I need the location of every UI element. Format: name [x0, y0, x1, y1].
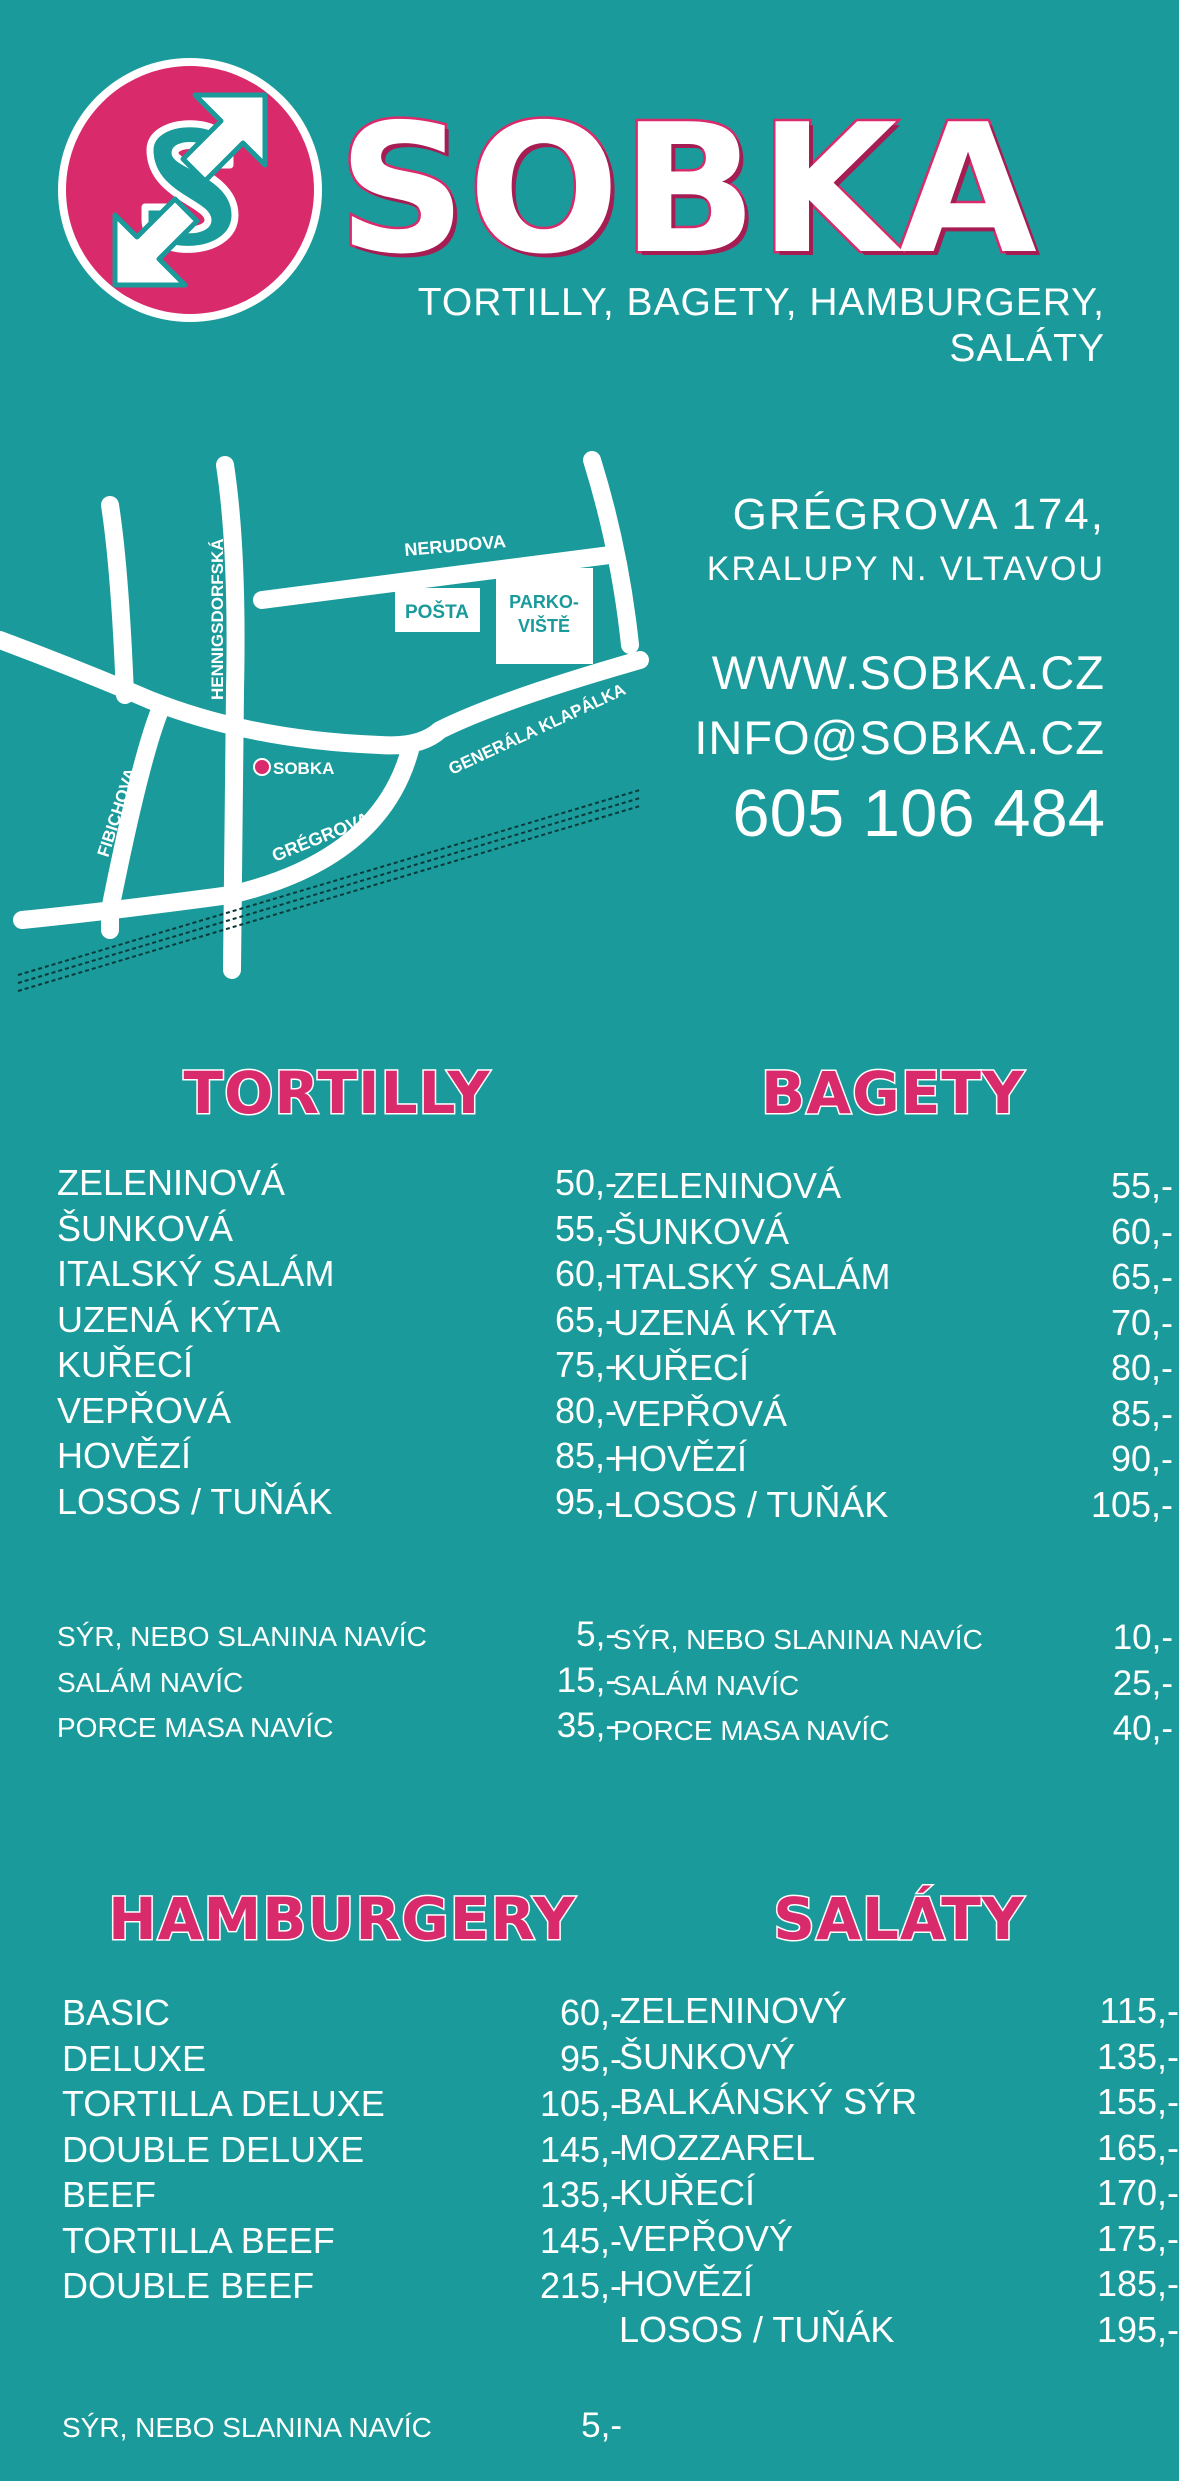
street-label-generala-klapalka: GENERÁLA KLAPÁLKA	[445, 679, 629, 779]
menu-item-price: 80,-	[554, 1389, 617, 1431]
sobka-logo-icon	[55, 55, 325, 325]
menu-item-name: UZENÁ KÝTA	[57, 1298, 281, 1340]
menu-item-row	[57, 1206, 617, 1252]
menu-item-price: 185,-	[1096, 2263, 1179, 2304]
menu-item-price: 165,-	[1096, 2126, 1179, 2168]
menu-item-row	[57, 1388, 617, 1434]
extras-list-tortilly	[57, 1612, 617, 1749]
section-title-bagety: BAGETY	[761, 1059, 1025, 1127]
menu-item-price: 95,-	[559, 2037, 622, 2079]
menu-item-row	[619, 2170, 1179, 2216]
menu-item-name: BASIC	[62, 1992, 171, 2033]
menu-item-name: VEPŘOVÁ	[613, 1392, 788, 1434]
section-title-hamburgery: HAMBURGERY	[108, 1885, 576, 1953]
menu-item-row	[62, 2403, 622, 2449]
menu-item-price: 95,-	[554, 1480, 617, 1522]
sobka-logo-icon	[254, 759, 270, 775]
menu-item-price: 85,-	[554, 1435, 617, 1476]
parking-label-line2: VIŠTĚ	[517, 616, 571, 636]
menu-item-price: 60,-	[559, 1992, 622, 2033]
menu-item-name: KUŘECÍ	[619, 2172, 756, 2213]
menu-item-price: 55,-	[1110, 1165, 1173, 1206]
location-map	[0, 430, 660, 1030]
menu-item-name: SALÁM NAVÍC	[613, 1669, 800, 1701]
menu-item-row	[619, 2034, 1179, 2080]
item-list-hamburgery	[62, 1990, 622, 2309]
menu-item-row	[613, 1345, 1173, 1391]
menu-item-name: LOSOS / TUŇÁK	[57, 1480, 333, 1522]
menu-item-price: 75,-	[554, 1344, 617, 1385]
menu-item-row	[613, 1300, 1173, 1346]
menu-item-name: SÝR, NEBO SLANINA NAVÍC	[62, 2412, 432, 2443]
menu-item-row	[57, 1251, 617, 1297]
menu-item-name: LOSOS / TUŇÁK	[619, 2308, 895, 2350]
street-label-gregrova: GRÉGROVA	[269, 808, 373, 866]
menu-item-name: DOUBLE DELUXE	[62, 2128, 365, 2170]
menu-item-price: 65,-	[554, 1298, 617, 1340]
menu-item-row	[613, 1436, 1173, 1482]
menu-item-price: 5,-	[576, 1615, 617, 1654]
menu-item-row	[613, 1391, 1173, 1437]
item-list-tortilly	[57, 1160, 617, 1524]
menu-item-price: 105,-	[1090, 1483, 1173, 1525]
menu-item-name: ITALSKÝ SALÁM	[57, 1253, 335, 1294]
menu-item-name: HOVĚZÍ	[613, 1438, 748, 1479]
menu-item-name: ZELENINOVÝ	[619, 1990, 848, 2031]
menu-item-price: 60,-	[1110, 1210, 1173, 1252]
menu-item-name: LOSOS / TUŇÁK	[613, 1483, 889, 1525]
menu-item-name: MOZZAREL	[619, 2126, 816, 2168]
item-list-salaty	[619, 1988, 1179, 2352]
menu-item-row	[57, 1160, 617, 1206]
phone-number[interactable]: 605 106 484	[732, 776, 1105, 851]
website-link[interactable]: WWW.SOBKA.CZ	[711, 646, 1105, 699]
menu-item-price: 5,-	[581, 2406, 622, 2445]
menu-item-name: TORTILLA BEEF	[62, 2219, 335, 2261]
menu-item-row	[619, 2307, 1179, 2353]
street-label-hennigsdorfska: HENNIGSDORFSKÁ	[208, 538, 227, 700]
menu-item-row	[57, 1612, 617, 1658]
menu-item-price: 15,-	[556, 1660, 617, 1700]
menu-item-row	[619, 2261, 1179, 2307]
menu-item-name: ITALSKÝ SALÁM	[613, 1256, 891, 1297]
section-title-salaty: SALÁTY	[773, 1885, 1025, 1953]
tagline: TORTILLY, BAGETY, HAMBURGERY, SALÁTY	[417, 281, 1105, 370]
menu-item-price: 65,-	[1110, 1256, 1173, 1297]
menu-item-row	[613, 1254, 1173, 1300]
menu-item-name: ŠUNKOVÝ	[619, 2035, 796, 2077]
menu-item-name: KUŘECÍ	[57, 1344, 194, 1385]
menu-item-name: BEEF	[62, 2174, 157, 2215]
menu-item-name: DOUBLE BEEF	[62, 2265, 315, 2306]
menu-item-row	[62, 1990, 622, 2036]
menu-item-name: HOVĚZÍ	[619, 2263, 754, 2304]
menu-item-row	[613, 1661, 1173, 1707]
menu-item-name: PORCE MASA NAVÍC	[613, 1715, 890, 1746]
menu-item-name: PORCE MASA NAVÍC	[57, 1712, 334, 1743]
street-label-fibichova: FIBICHOVA	[93, 765, 141, 860]
menu-item-row	[57, 1297, 617, 1343]
menu-item-price: 25,-	[1112, 1663, 1173, 1703]
menu-item-price: 115,-	[1099, 1990, 1179, 2031]
menu-item-price: 155,-	[1096, 2081, 1179, 2122]
menu-item-price: 145,-	[539, 2219, 622, 2261]
menu-item-row	[619, 1988, 1179, 2034]
menu-item-price: 170,-	[1096, 2172, 1179, 2213]
menu-item-price: 145,-	[539, 2128, 622, 2170]
menu-item-price: 50,-	[554, 1162, 617, 1203]
menu-item-row	[613, 1163, 1173, 1209]
post-label: POŠTA	[404, 602, 470, 623]
brand-name: SOBKA	[338, 86, 1039, 293]
menu-item-price: 105,-	[539, 2083, 622, 2124]
menu-item-name: BALKÁNSKÝ SÝR	[619, 2081, 918, 2122]
menu-item-name: HOVĚZÍ	[57, 1435, 192, 1476]
section-title-tortilly: TORTILLY	[183, 1059, 491, 1127]
menu-item-price: 70,-	[1110, 1301, 1173, 1343]
menu-item-price: 80,-	[1110, 1347, 1173, 1388]
menu-item-name: UZENÁ KÝTA	[613, 1301, 837, 1343]
extras-list-hamburgery	[62, 2403, 622, 2449]
menu-item-row	[613, 1209, 1173, 1255]
menu-item-row	[613, 1615, 1173, 1661]
menu-item-row	[619, 2079, 1179, 2125]
menu-item-name: ŠUNKOVÁ	[57, 1207, 234, 1249]
sobka-marker-label: SOBKA	[273, 759, 335, 778]
menu-item-price: 40,-	[1112, 1709, 1173, 1748]
menu-item-row	[62, 2172, 622, 2218]
menu-item-price: 60,-	[554, 1253, 617, 1294]
menu-item-price: 175,-	[1096, 2217, 1179, 2259]
menu-item-row	[62, 2081, 622, 2127]
sobka-location-marker	[254, 759, 334, 778]
menu-item-row	[57, 1433, 617, 1479]
menu-item-row	[613, 1706, 1173, 1752]
menu-item-name: SÝR, NEBO SLANINA NAVÍC	[613, 1624, 983, 1655]
menu-item-row	[62, 2127, 622, 2173]
parking-label-line1: PARKO-	[509, 592, 579, 612]
menu-item-name: VEPŘOVÁ	[57, 1389, 232, 1431]
menu-item-row	[613, 1482, 1173, 1528]
menu-item-row	[57, 1658, 617, 1704]
menu-item-price: 195,-	[1096, 2308, 1179, 2350]
menu-item-row	[62, 2218, 622, 2264]
menu-item-price: 85,-	[1110, 1392, 1173, 1434]
extras-list-bagety	[613, 1615, 1173, 1752]
menu-item-row	[57, 1479, 617, 1525]
item-list-bagety	[613, 1163, 1173, 1527]
menu-item-name: SALÁM NAVÍC	[57, 1666, 244, 1698]
menu-item-price: 215,-	[539, 2265, 622, 2306]
menu-item-name: ŠUNKOVÁ	[613, 1210, 790, 1252]
menu-item-price: 135,-	[1096, 2035, 1179, 2077]
menu-item-price: 90,-	[1110, 1438, 1173, 1479]
email-link[interactable]: INFO@SOBKA.CZ	[694, 711, 1105, 764]
street-label-nerudova: NERUDOVA	[403, 531, 507, 560]
menu-item-name: ZELENINOVÁ	[57, 1162, 286, 1203]
address-line-2: KRALUPY N. VLTAVOU	[706, 550, 1105, 588]
menu-item-name: VEPŘOVÝ	[619, 2217, 794, 2259]
menu-item-price: 55,-	[554, 1207, 617, 1249]
menu-item-row	[62, 2263, 622, 2309]
address-line-1: GRÉGROVA 174,	[732, 490, 1105, 539]
menu-item-name: DELUXE	[62, 2037, 207, 2079]
menu-item-row	[619, 2216, 1179, 2262]
menu-item-row	[619, 2125, 1179, 2171]
menu-item-name: TORTILLA DELUXE	[62, 2083, 385, 2124]
menu-item-row	[62, 2036, 622, 2082]
menu-item-row	[57, 1342, 617, 1388]
menu-item-name: SÝR, NEBO SLANINA NAVÍC	[57, 1621, 427, 1652]
menu-item-name: KUŘECÍ	[613, 1347, 750, 1388]
menu-item-price: 10,-	[1112, 1618, 1173, 1657]
menu-item-price: 35,-	[556, 1706, 617, 1745]
menu-item-row	[57, 1703, 617, 1749]
menu-item-price: 135,-	[539, 2174, 622, 2215]
menu-item-name: ZELENINOVÁ	[613, 1165, 842, 1206]
